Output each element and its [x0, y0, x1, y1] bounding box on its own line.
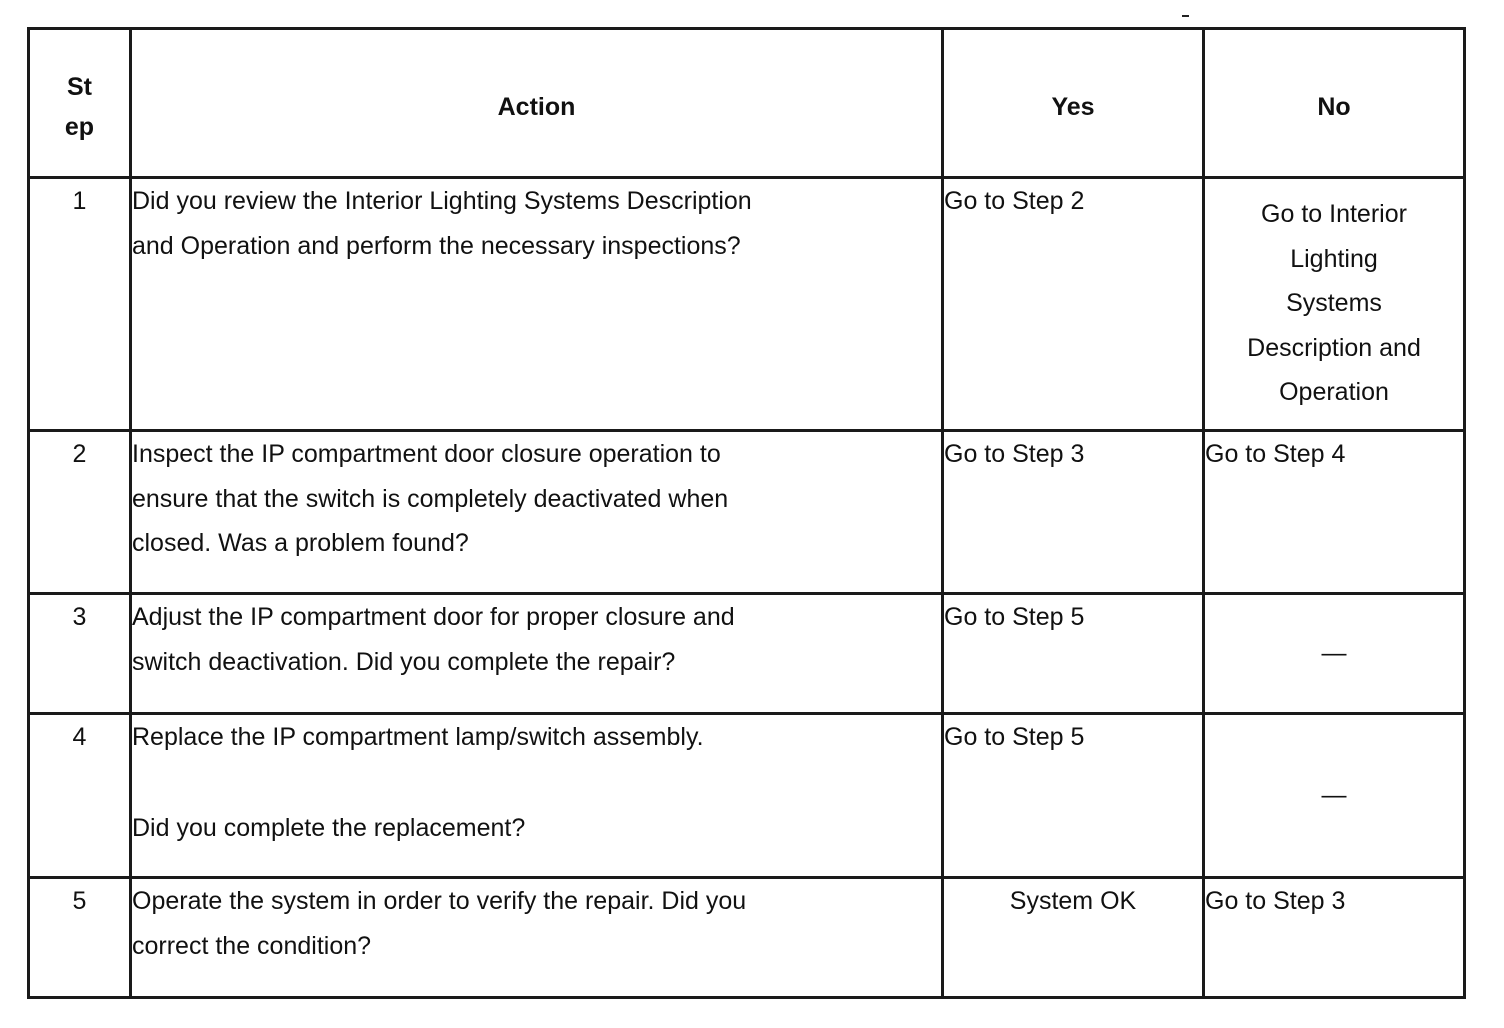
step-number: 3: [29, 594, 131, 714]
table-row: [29, 178, 1465, 431]
step-number: 2: [29, 431, 131, 594]
no-result: Go to Step 4: [1204, 431, 1465, 594]
no-result-line: Systems: [1286, 289, 1382, 317]
action-line: Did you complete the replacement?: [132, 813, 526, 842]
action-text: [131, 714, 943, 878]
action-text: [131, 178, 943, 431]
action-line: Did you review the Interior Lighting Systems Description: [132, 187, 752, 215]
header-action: Action: [131, 29, 943, 178]
no-result: Go to Step 3: [1204, 878, 1465, 998]
table-row: [29, 431, 1465, 594]
header-yes: Yes: [943, 29, 1204, 178]
action-line: and Operation and perform the necessary inspections?: [132, 231, 741, 260]
table-row: [29, 878, 1465, 998]
header-step-line1: St: [67, 73, 92, 101]
no-result-line: Go to Interior: [1261, 200, 1407, 228]
header-no: No: [1204, 29, 1465, 178]
yes-result: System OK: [943, 878, 1204, 998]
header-row: [29, 29, 1465, 178]
action-line: Inspect the IP compartment door closure operation to: [132, 440, 721, 468]
no-result-line: Lighting: [1290, 244, 1378, 273]
yes-result: Go to Step 3: [943, 431, 1204, 594]
no-result: —: [1204, 594, 1465, 714]
action-line: correct the condition?: [132, 931, 372, 960]
action-line: switch deactivation. Did you complete the repair?: [132, 647, 676, 676]
action-text: [131, 431, 943, 594]
no-result-line: Description and: [1247, 333, 1421, 362]
no-result: [1204, 178, 1465, 431]
header-step-line2: ep: [64, 113, 95, 141]
yes-result: Go to Step 5: [943, 714, 1204, 878]
action-text: [131, 878, 943, 998]
action-text: [131, 594, 943, 714]
diagnostic-table: [27, 27, 1466, 999]
no-result: —: [1204, 714, 1465, 878]
step-number: 1: [29, 178, 131, 431]
step-number: 5: [29, 878, 131, 998]
top-tick-mark: [1182, 15, 1189, 17]
action-line: closed. Was a problem found?: [132, 529, 469, 557]
header-step: [29, 29, 131, 178]
step-number: 4: [29, 714, 131, 878]
yes-result: Go to Step 2: [943, 178, 1204, 431]
yes-result: Go to Step 5: [943, 594, 1204, 714]
action-line: Operate the system in order to verify the repair. Did you: [132, 887, 747, 915]
action-line: Replace the IP compartment lamp/switch assembly.: [132, 723, 704, 751]
action-spacer: [132, 760, 941, 806]
action-line: ensure that the switch is completely deactivated when: [132, 484, 729, 513]
no-result-line: Operation: [1279, 378, 1389, 406]
table-row: [29, 594, 1465, 714]
action-line: Adjust the IP compartment door for proper closure and: [132, 603, 735, 631]
table-row: [29, 714, 1465, 878]
